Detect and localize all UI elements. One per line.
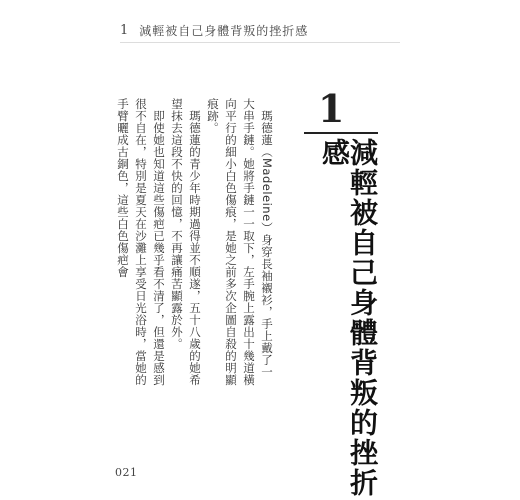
chapter-number-underline xyxy=(304,132,378,134)
chapter-title: 減輕被自己身體背叛的挫折感 xyxy=(318,138,379,498)
running-head xyxy=(120,22,308,39)
chapter-number: 1 xyxy=(318,86,345,131)
header-divider xyxy=(120,42,400,43)
running-head-chapter-number: 1 xyxy=(120,23,130,38)
body-text xyxy=(116,98,276,388)
paragraph: 瑪德蓮的青少年時期過得並不順遂，五十八歲的她希望抹去這段不快的回憶，不再讓痛苦顯露於外。 xyxy=(170,98,202,386)
paragraph: 瑪德蓮（Madeleine）身穿長袖襯衫，手上戴了一大串手鏈。她將手鏈一一取下，左手腕上露出十幾道橫向平行的細小白色傷痕，是她之前多次企圖自殺的明顯痕跡。 xyxy=(206,98,274,386)
page-number: 021 xyxy=(115,466,138,479)
paragraph: 即使她也知道這些傷疤已幾乎看不清了，但還是感到很不自在，特別是夏天在沙灘上享受日光浴時，當她的手臂曬成古銅色，這些白色傷疤會 xyxy=(116,98,166,386)
running-head-title: 減輕被自己身體背叛的挫折感 xyxy=(139,24,309,38)
